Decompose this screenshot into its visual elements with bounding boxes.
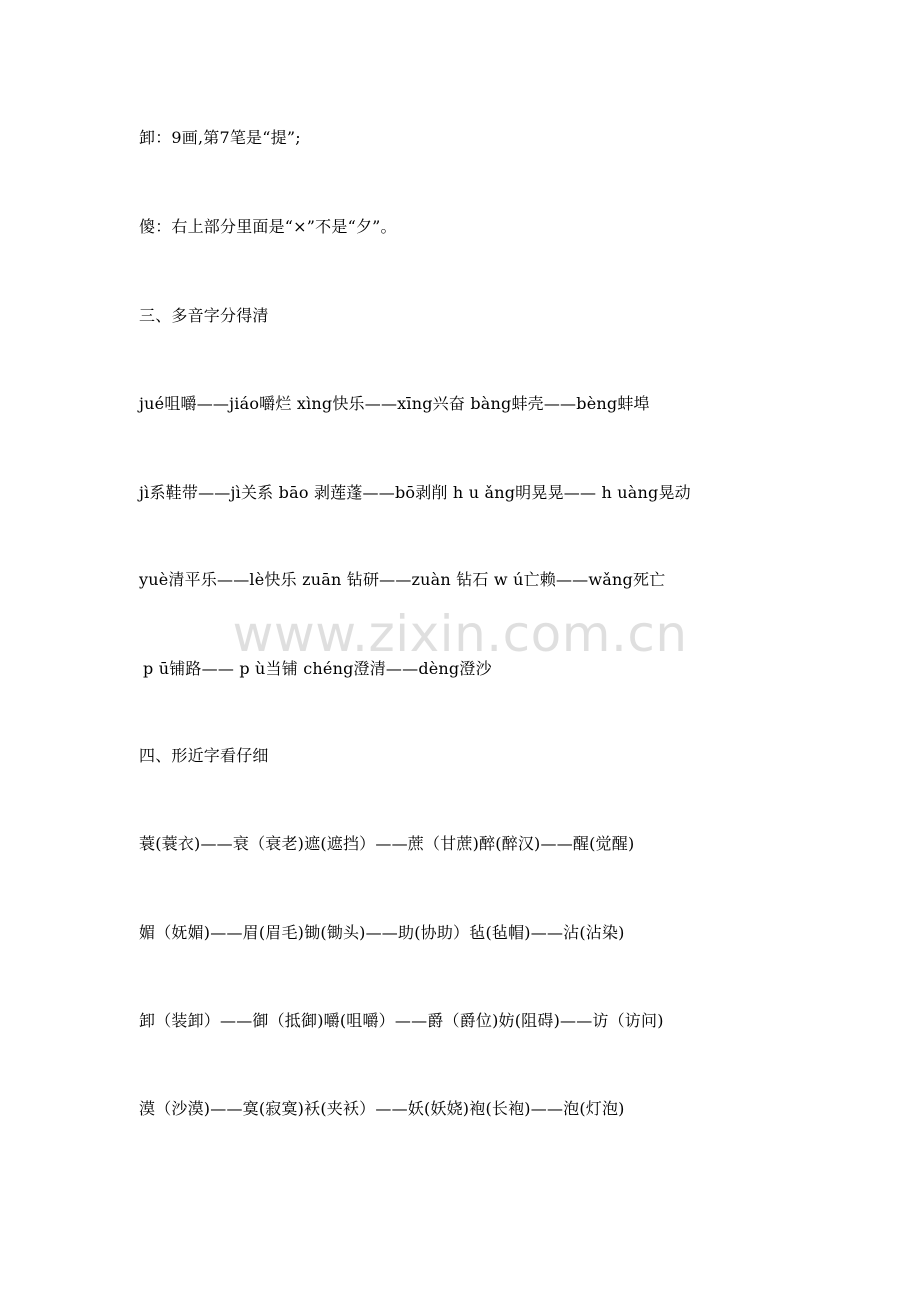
polyphonic-line-2: jì系鞋带——jì关系 bāo 剥莲蓬——bō剥削 h u ǎng明晃晃—— h uàng晃动 (139, 483, 691, 502)
note-line-sha: 傻：右上部分里面是“×”不是“夕”。 (139, 217, 397, 236)
polyphonic-line-1: jué咀嚼——jiáo嚼烂 xìng快乐——xīng兴奋 bàng蚌壳——bèng蚌埠 (139, 394, 650, 413)
similar-chars-line-2: 媚（妩媚)——眉(眉毛)锄(锄头)——助(协助）毡(毡帽)——沾(沾染) (139, 923, 625, 942)
section-heading-polyphonic: 三、多音字分得清 (139, 306, 269, 325)
note-line-xie: 卸：9画,第7笔是“提”; (139, 128, 301, 147)
polyphonic-line-4: p ū铺路—— p ù当铺 chéng澄清——dèng澄沙 (143, 659, 492, 678)
polyphonic-line-3: yuè清平乐——lè快乐 zuān 钻研——zuàn 钻石 w ú亡赖——wǎng死亡 (139, 570, 666, 589)
watermark: www.zixin.com.cn (232, 605, 688, 663)
similar-chars-line-3: 卸（装卸）——御（抵御)嚼(咀嚼）——爵（爵位)妨(阻碍)——访（访问) (139, 1011, 664, 1030)
similar-chars-line-1: 蓑(蓑衣)——衰（衰老)遮(遮挡）——蔗（甘蔗)醉(醉汉)——醒(觉醒) (139, 834, 635, 853)
similar-chars-line-4: 漠（沙漠)——寞(寂寞)袄(夹袄）——妖(妖娆)袍(长袍)——泡(灯泡) (139, 1099, 625, 1118)
section-heading-similar-chars: 四、形近字看仔细 (139, 746, 269, 765)
